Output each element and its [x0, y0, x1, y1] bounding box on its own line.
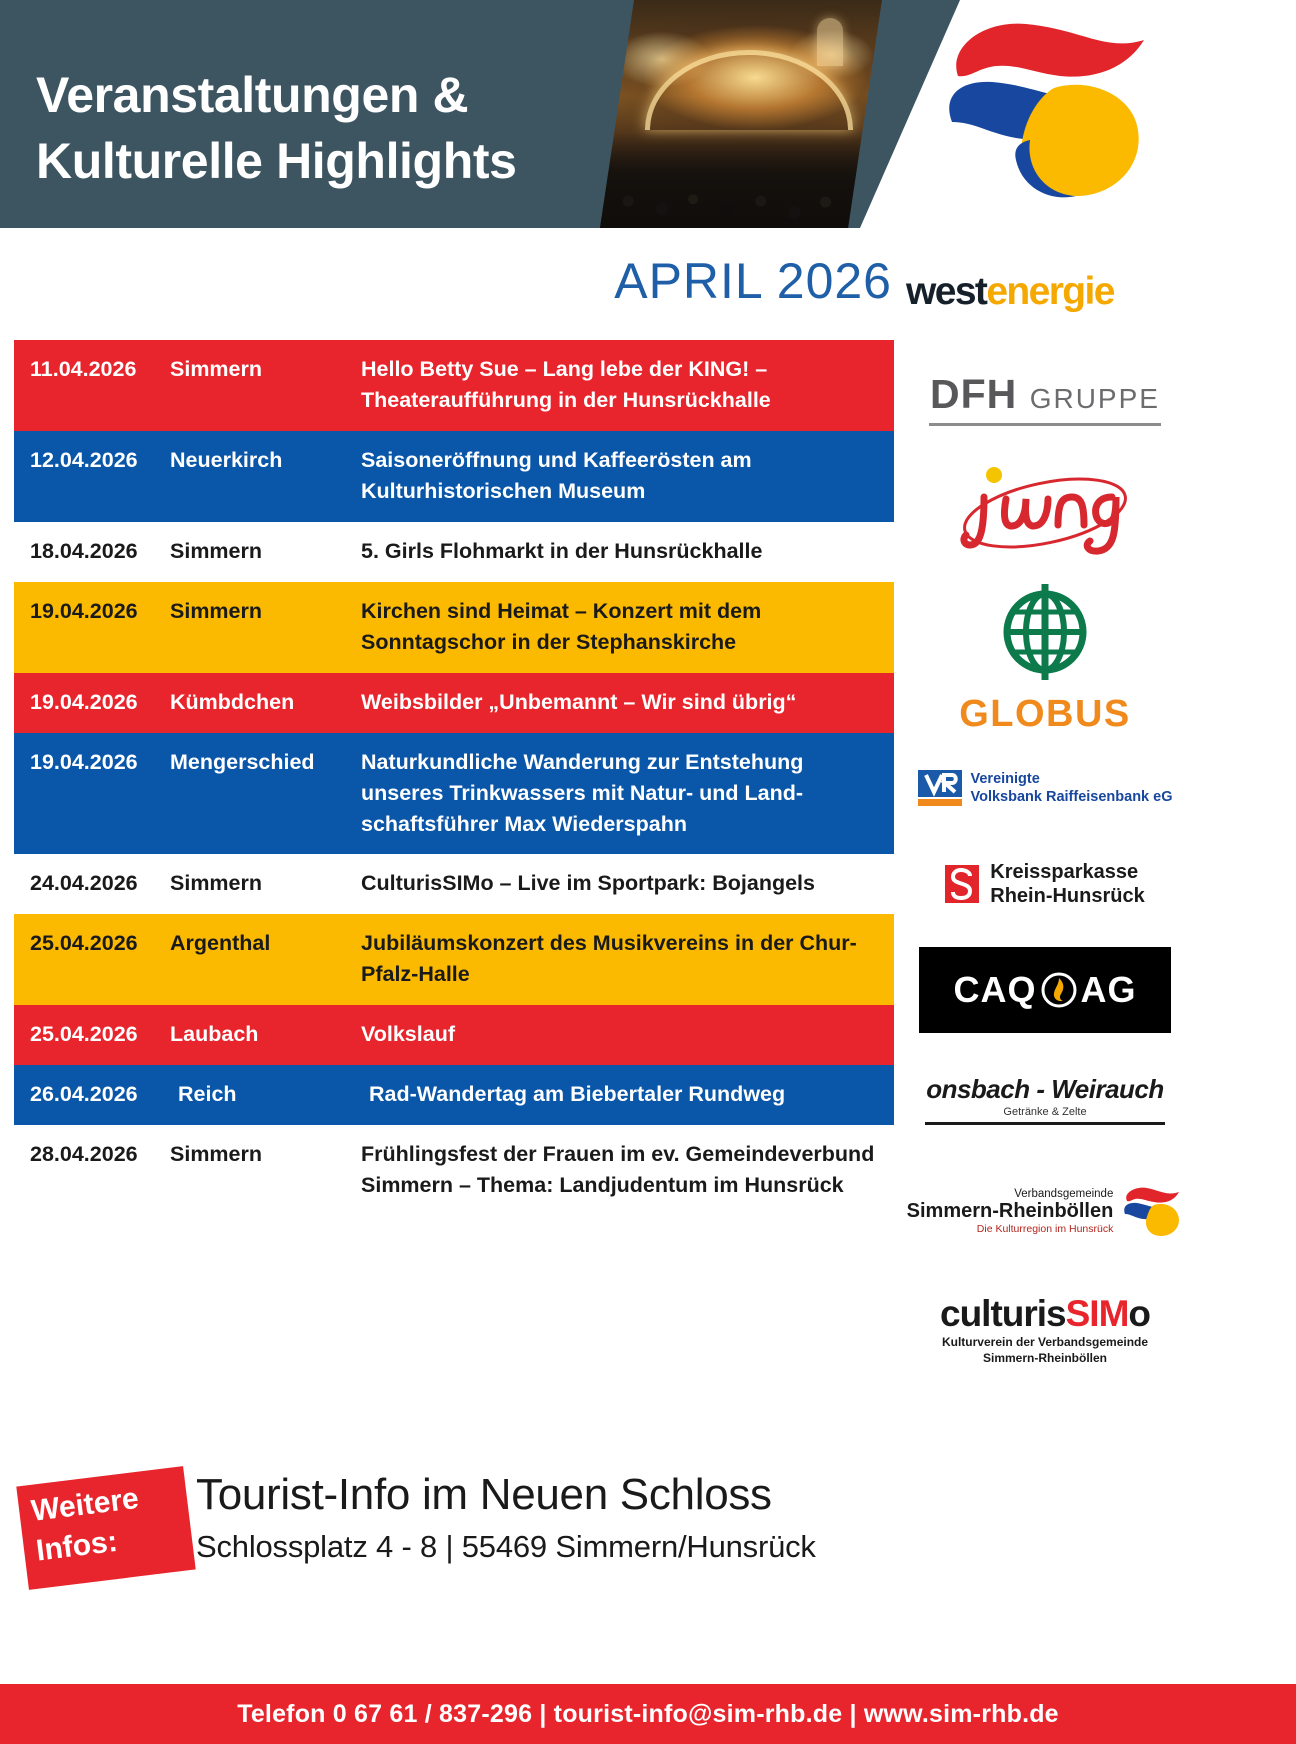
event-title: Saisoneröffnung und Kaffeerösten am Kulturhistorischen Museum [361, 447, 752, 503]
verbandsgemeinde-flame-logo [930, 18, 1170, 208]
poster-header [0, 0, 1296, 228]
event-location: Mengerschied [170, 749, 315, 774]
onsbach-subline: Getränke & Zelte [1003, 1105, 1087, 1118]
event-date: 25.04.2026 [30, 1022, 138, 1047]
sponsor-globus[interactable] [900, 572, 1190, 742]
event-title: Naturkundliche Wanderung zur Entstehung unseres Trinkwassers mit Natur- und Landschaftsführer Max Wiederspahn [361, 749, 804, 836]
event-date: 19.04.2026 [30, 689, 138, 714]
caq-text2: AG [1080, 969, 1137, 1010]
event-location: Laubach [170, 1022, 259, 1047]
dfh-suffix: GRUPPE [1029, 382, 1160, 414]
globus-globe-icon [993, 578, 1097, 686]
event-title: Kirchen sind Heimat – Konzert mit dem Sonntagschor in der Stephanskirche [361, 598, 762, 654]
event-date: 19.04.2026 [30, 598, 138, 623]
event-location: Simmern [170, 1142, 263, 1167]
jung-script-logo [940, 453, 1150, 563]
month-heading: APRIL 2026 [614, 253, 892, 309]
sponsor-jung[interactable] [900, 444, 1190, 572]
event-date: 18.04.2026 [30, 538, 138, 563]
event-title: Jubiläumskonzert des Musikvereins in der Chur-Pfalz-Halle [361, 931, 857, 987]
event-date: 19.04.2026 [30, 749, 138, 774]
ksk-line1: Kreissparkasse [990, 860, 1139, 883]
event-title: Hello Betty Sue – Lang lebe der KING! – Theateraufführung in der Hunsrückhalle [361, 357, 771, 412]
event-location: Simmern [170, 598, 263, 623]
contact-bar-text: Telefon 0 67 61 / 837-296 | tourist-info@sim-rhb.de | www.sim-rhb.de [237, 1699, 1059, 1728]
culturis-sub1: Kulturverein der Verbandsgemeinde [941, 1335, 1149, 1350]
event-date: 11.04.2026 [30, 357, 137, 381]
culturis-sub2: Simmern-Rheinböllen [982, 1351, 1107, 1365]
culturis-a: c [939, 1293, 960, 1335]
onsbach-wordmark: onsbach - Weirauch [926, 1073, 1164, 1104]
event-date: 25.04.2026 [30, 931, 138, 956]
weitere-infos-badge [16, 1466, 195, 1590]
sparkasse-s-icon [945, 865, 979, 903]
westenergie-logo [906, 270, 1156, 314]
event-row [14, 854, 894, 914]
event-date: 12.04.2026 [30, 447, 138, 472]
vgsim-sub: Die Kulturregion im Hunsrück [976, 1222, 1114, 1235]
volksbank-vr-icon [918, 770, 962, 806]
contact-bar [0, 1684, 1296, 1744]
page-title-line2: Kulturelle Highlights [36, 133, 517, 189]
caq-flame-icon [1041, 970, 1077, 1010]
sponsor-vg-simmern-rheinboellen[interactable] [900, 1152, 1190, 1270]
sponsor-caq-ag[interactable] [900, 934, 1190, 1046]
event-row [14, 431, 894, 522]
event-location: Simmern [170, 357, 263, 381]
event-title: Rad-Wandertag am Biebertaler Rundweg [369, 1082, 786, 1107]
event-row [14, 673, 894, 733]
sponsor-onsbach-weirauch[interactable] [900, 1046, 1190, 1152]
vg-flame-small-icon [1121, 1185, 1183, 1237]
church-window [817, 18, 843, 66]
weitere-infos-line1: Weitere [29, 1481, 141, 1528]
event-location: Neuerkirch [170, 447, 283, 472]
page-title-line1: Veranstaltungen & [36, 67, 469, 123]
westenergie-west: west [906, 270, 987, 313]
event-row [14, 1125, 894, 1216]
westenergie-energie: energie [986, 270, 1114, 313]
event-title: CulturisSIMo – Live im Sportpark: Bojangels [361, 871, 815, 896]
onsbach-underline [925, 1122, 1165, 1125]
vgsim-main: Simmern-Rheinböllen [906, 1199, 1114, 1222]
dfh-main: DFH [930, 370, 1018, 417]
event-row [14, 522, 894, 582]
event-row [14, 1005, 894, 1065]
event-title: Weibsbilder „Unbemannt – Wir sind übrig“ [361, 689, 797, 714]
culturis-d: o [1128, 1293, 1151, 1335]
event-title: 5. Girls Flohmarkt in der Hunsrückhalle [361, 538, 763, 563]
event-row [14, 914, 894, 1005]
sponsor-kreissparkasse[interactable] [900, 834, 1190, 934]
sponsor-culturissimo[interactable] [900, 1270, 1190, 1390]
volksbank-line2: Volksbank Raiffeisenbank eG [970, 789, 1173, 805]
event-date: 24.04.2026 [30, 871, 138, 896]
culturis-b: ulturis [959, 1293, 1066, 1335]
tourist-info-block [196, 1470, 916, 1565]
sponsor-dfh[interactable] [900, 352, 1190, 444]
event-location: Kümbdchen [170, 689, 295, 714]
event-location: Simmern [170, 871, 263, 896]
caq-text: CAQ [953, 969, 1037, 1010]
event-row [14, 340, 894, 431]
event-date: 28.04.2026 [30, 1142, 138, 1167]
event-location: Simmern [170, 538, 263, 563]
globus-wordmark: GLOBUS [959, 693, 1131, 735]
events-table [14, 340, 894, 1216]
ksk-line2: Rhein-Hunsrück [990, 885, 1145, 907]
sponsor-column [900, 352, 1190, 1390]
event-title: Volkslauf [361, 1022, 455, 1047]
event-row [14, 733, 894, 855]
weitere-infos-line2: Infos: [34, 1524, 120, 1568]
page-title [36, 62, 736, 194]
event-location: Reich [178, 1082, 237, 1107]
event-location: Argenthal [170, 931, 271, 956]
vgsim-small: Verbandsgemeinde [1014, 1187, 1114, 1200]
event-title: Frühlingsfest der Frauen im ev. Gemeindeverbund Simmern – Thema: Landjudentum im Hunsrück [361, 1142, 875, 1198]
culturis-c: SIM [1065, 1293, 1129, 1335]
event-date: 26.04.2026 [30, 1082, 138, 1107]
event-row [14, 582, 894, 673]
volksbank-line1: Vereinigte [970, 770, 1040, 787]
tourist-info-name: Tourist-Info im Neuen Schloss [196, 1470, 772, 1519]
dfh-underline [929, 423, 1161, 426]
event-row [14, 1065, 894, 1125]
tourist-info-address: Schlossplatz 4 - 8 | 55469 Simmern/Hunsrück [196, 1529, 816, 1565]
sponsor-volksbank[interactable] [900, 742, 1190, 834]
